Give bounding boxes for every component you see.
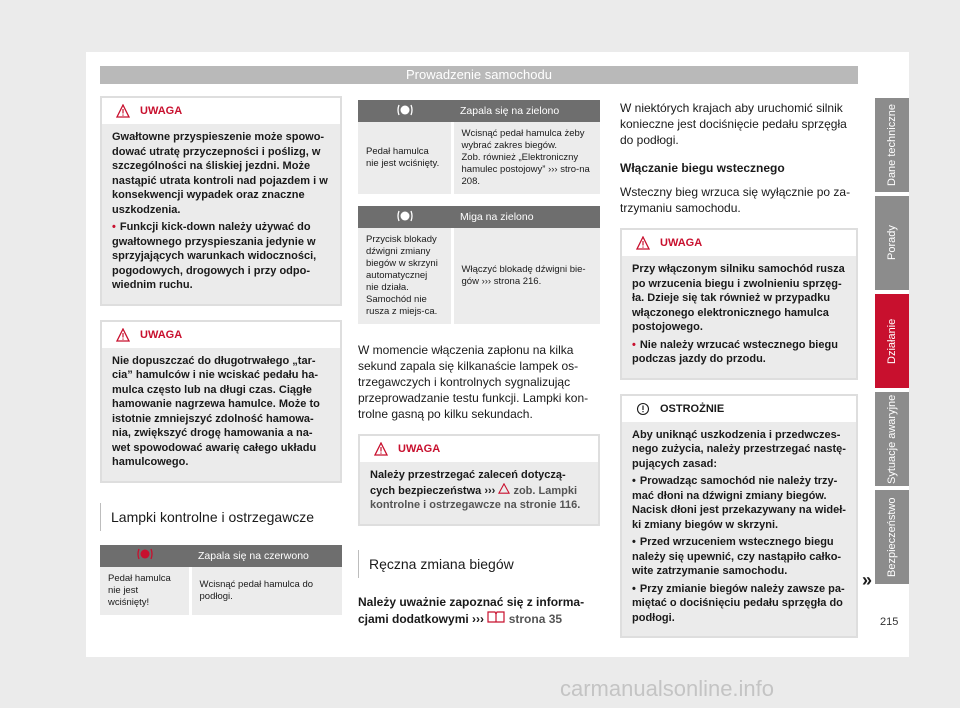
continue-arrow-icon: » <box>862 570 873 590</box>
warning-body <box>360 462 598 524</box>
middle-column <box>358 100 600 627</box>
table-row <box>100 567 342 615</box>
lamp-table-green <box>358 100 600 194</box>
page-header: Prowadzenie samochodu <box>100 66 858 84</box>
warning-triangle-icon <box>374 442 388 456</box>
lamp-action: Wcisnąć pedał hamulca do podłogi. <box>190 567 342 615</box>
warning-header <box>102 98 340 124</box>
lamp-table-red <box>100 545 342 615</box>
bullet-text: Funkcji kick-down należy używać do gwałtownego przyspieszania jedynie w sprzyjających warunkach widoczności, pogodowych, drogowych i przy odpo-wiednim ruchu. <box>112 221 317 291</box>
section-title: Lampki kontrolne i ostrzegawcze <box>100 503 342 531</box>
lamp-table-header <box>100 545 342 567</box>
warning-box <box>100 96 342 306</box>
body-paragraph: W momencie włączenia zapłonu na kilka sekund zapala się kilkanaście lampek os-trzegawczych i kontrolnych sygnalizując przeprowadzanie testu funkcji. Lampki kon-trolne gasną po kilku sekundach. <box>358 343 589 421</box>
warning-triangle-icon <box>498 483 510 494</box>
warning-triangle-icon <box>636 236 650 250</box>
body-paragraph: Wsteczny bieg wrzuca się wyłącznie po za-trzymaniu samochodu. <box>620 185 851 215</box>
warning-bullet <box>112 220 330 293</box>
intro-paragraph <box>358 594 600 627</box>
info-circle-icon <box>636 402 650 416</box>
tab-sytuacje-awaryjne[interactable]: Sytuacje awaryjne <box>875 392 909 486</box>
warning-body <box>102 348 340 481</box>
lamp-head-label: Zapala się na czerwono <box>198 549 309 562</box>
lamp-head-label: Zapala się na zielono <box>460 105 560 117</box>
foot-brake-icon <box>397 210 413 222</box>
brake-red-icon <box>137 548 153 560</box>
lamp-action-line: Zob. również „Elektroniczny hamulec postojowy” ››› stro-na 208. <box>461 152 590 187</box>
caution-label: OSTROŻNIE <box>660 402 725 415</box>
intro-text: Należy uważnie zapoznać się z informa-cjami dodatkowymi ››› <box>358 594 585 626</box>
warning-box <box>620 228 858 380</box>
lamp-icon-cell <box>100 545 190 567</box>
warning-header <box>360 436 598 462</box>
warning-header <box>622 230 856 256</box>
tab-dzialanie[interactable]: Działanie <box>875 294 909 388</box>
warning-body <box>102 124 340 304</box>
warning-box <box>100 320 342 483</box>
bullet-text: Przy zmianie biegów należy zawsze pa-miętać o dociśnięciu pedału sprzęgła do podłogi. <box>632 582 845 624</box>
caution-body <box>622 422 856 637</box>
lamp-cause: Pedał hamulca nie jest wciśnięty! <box>100 567 190 615</box>
subheading: Włączanie biegu wstecznego <box>620 161 785 175</box>
warning-bullet <box>632 338 846 367</box>
watermark: carmanualsonline.info <box>560 676 775 701</box>
table-row <box>358 228 600 324</box>
tab-dane-techniczne[interactable]: Dane techniczne <box>875 98 909 192</box>
caution-box <box>620 394 858 639</box>
bullet-icon: • <box>632 338 636 351</box>
lamp-table-header <box>358 100 600 122</box>
lamp-head-label: Miga na zielono <box>460 211 534 223</box>
caution-bullet <box>632 535 846 579</box>
bullet-icon: • <box>632 582 636 595</box>
warning-text <box>370 468 588 513</box>
bullet-text: Nie należy wrzucać wstecznego biegu podczas jazdy do przodu. <box>632 338 838 365</box>
caution-text: Aby uniknąć uszkodzenia i przedwczes-nego zużycia, należy przestrzegać nastę-pujących zasad: <box>632 428 846 470</box>
section-title: Ręczna zmiana biegów <box>358 550 600 578</box>
bullet-text: Przed wrzuceniem wstecznego biegu należy się upewnić, czy nastąpiło całko-wite zatrzymanie samochodu. <box>632 536 842 577</box>
left-column <box>100 96 342 615</box>
warning-body <box>622 256 856 378</box>
bullet-icon: • <box>632 475 636 487</box>
warning-box <box>358 434 600 526</box>
lamp-icon-cell <box>358 206 452 228</box>
warning-label: UWAGA <box>660 237 703 249</box>
cross-reference-link[interactable]: zob. Lampki kontrolne i ostrzegawcze na stronie 116. <box>370 484 581 511</box>
bullet-icon: • <box>112 221 116 233</box>
lamp-action-line: Wcisnąć pedał hamulca żeby wybrać zakres biegów. <box>461 128 585 151</box>
bullet-icon: • <box>632 536 636 548</box>
lamp-icon-cell <box>358 100 452 122</box>
caution-bullet <box>632 474 846 532</box>
foot-brake-icon <box>397 104 413 116</box>
warning-text: Nie dopuszczać do długotrwałego „tar-cia” hamulców i nie wciskać pedału ha-mulca często lub na długi czas. Ciągłe hamowanie nagrzewa hamulce. Może to istotnie zmniejszyć zdolność hamowa-nia, zwiększyć drogę hamowania a na-wet spowodować awarię całego układu hamulcowego. <box>112 354 320 468</box>
tab-porady[interactable]: Porady <box>875 196 909 290</box>
table-row <box>358 122 600 194</box>
right-column <box>620 100 858 638</box>
warning-text-part: Należy przestrzegać zaleceń dotyczą-cych bezpieczeństwa ››› <box>370 469 566 497</box>
warning-triangle-icon <box>116 104 130 118</box>
caution-bullet <box>632 582 846 626</box>
lamp-action: Włączyć blokadę dźwigni bie-gów ››› strona 216. <box>452 228 600 324</box>
page-reference-link[interactable]: strona 35 <box>508 611 563 626</box>
page-number: 215 <box>880 616 899 628</box>
body-paragraph: W niektórych krajach aby uruchomić silnik konieczne jest dociśnięcie pedału sprzęgła do podłogi. <box>620 101 847 147</box>
caution-header <box>622 396 856 422</box>
warning-text: Gwałtowne przyspieszenie może spowo-dować utratę przyczepności i poślizg, w szczególności na śliskiej jezdni. Może nastąpić utrata kontroli nad pojazdem i w konsekwencji wypadek oraz znaczne uszkodzenia. <box>112 131 328 216</box>
lamp-table-header <box>358 206 600 228</box>
tab-bezpieczenstwo[interactable]: Bezpieczeństwo <box>875 490 909 584</box>
bullet-text: Prowadząc samochód nie należy trzy-mać dłoni na dźwigni zmiany biegów. Nacisk dłoni jest przekazywany na wideł-ki zmiany biegów w skrzyni. <box>632 475 846 531</box>
warning-triangle-icon <box>116 328 130 342</box>
lamp-cause: Przycisk blokady dźwigni zmiany biegów w skrzyni automatycznej nie działa. Samochód nie rusza z miejs-ca. <box>358 228 452 324</box>
warning-label: UWAGA <box>140 328 183 341</box>
warning-text: Przy włączonym silniku samochód rusza po wrzucenia biegu i zwolnieniu sprzęg-ła. Dzieje się tak również w przypadku włączonego elektronicznego hamulca postojowego. <box>632 263 845 333</box>
lamp-table-blink <box>358 206 600 324</box>
warning-label: UWAGA <box>140 105 183 117</box>
book-reference-icon <box>487 610 505 623</box>
warning-label: UWAGA <box>398 443 441 455</box>
lamp-action <box>452 122 600 194</box>
lamp-cause: Pedał hamulca nie jest wciśnięty. <box>358 122 452 194</box>
warning-header <box>102 322 340 348</box>
